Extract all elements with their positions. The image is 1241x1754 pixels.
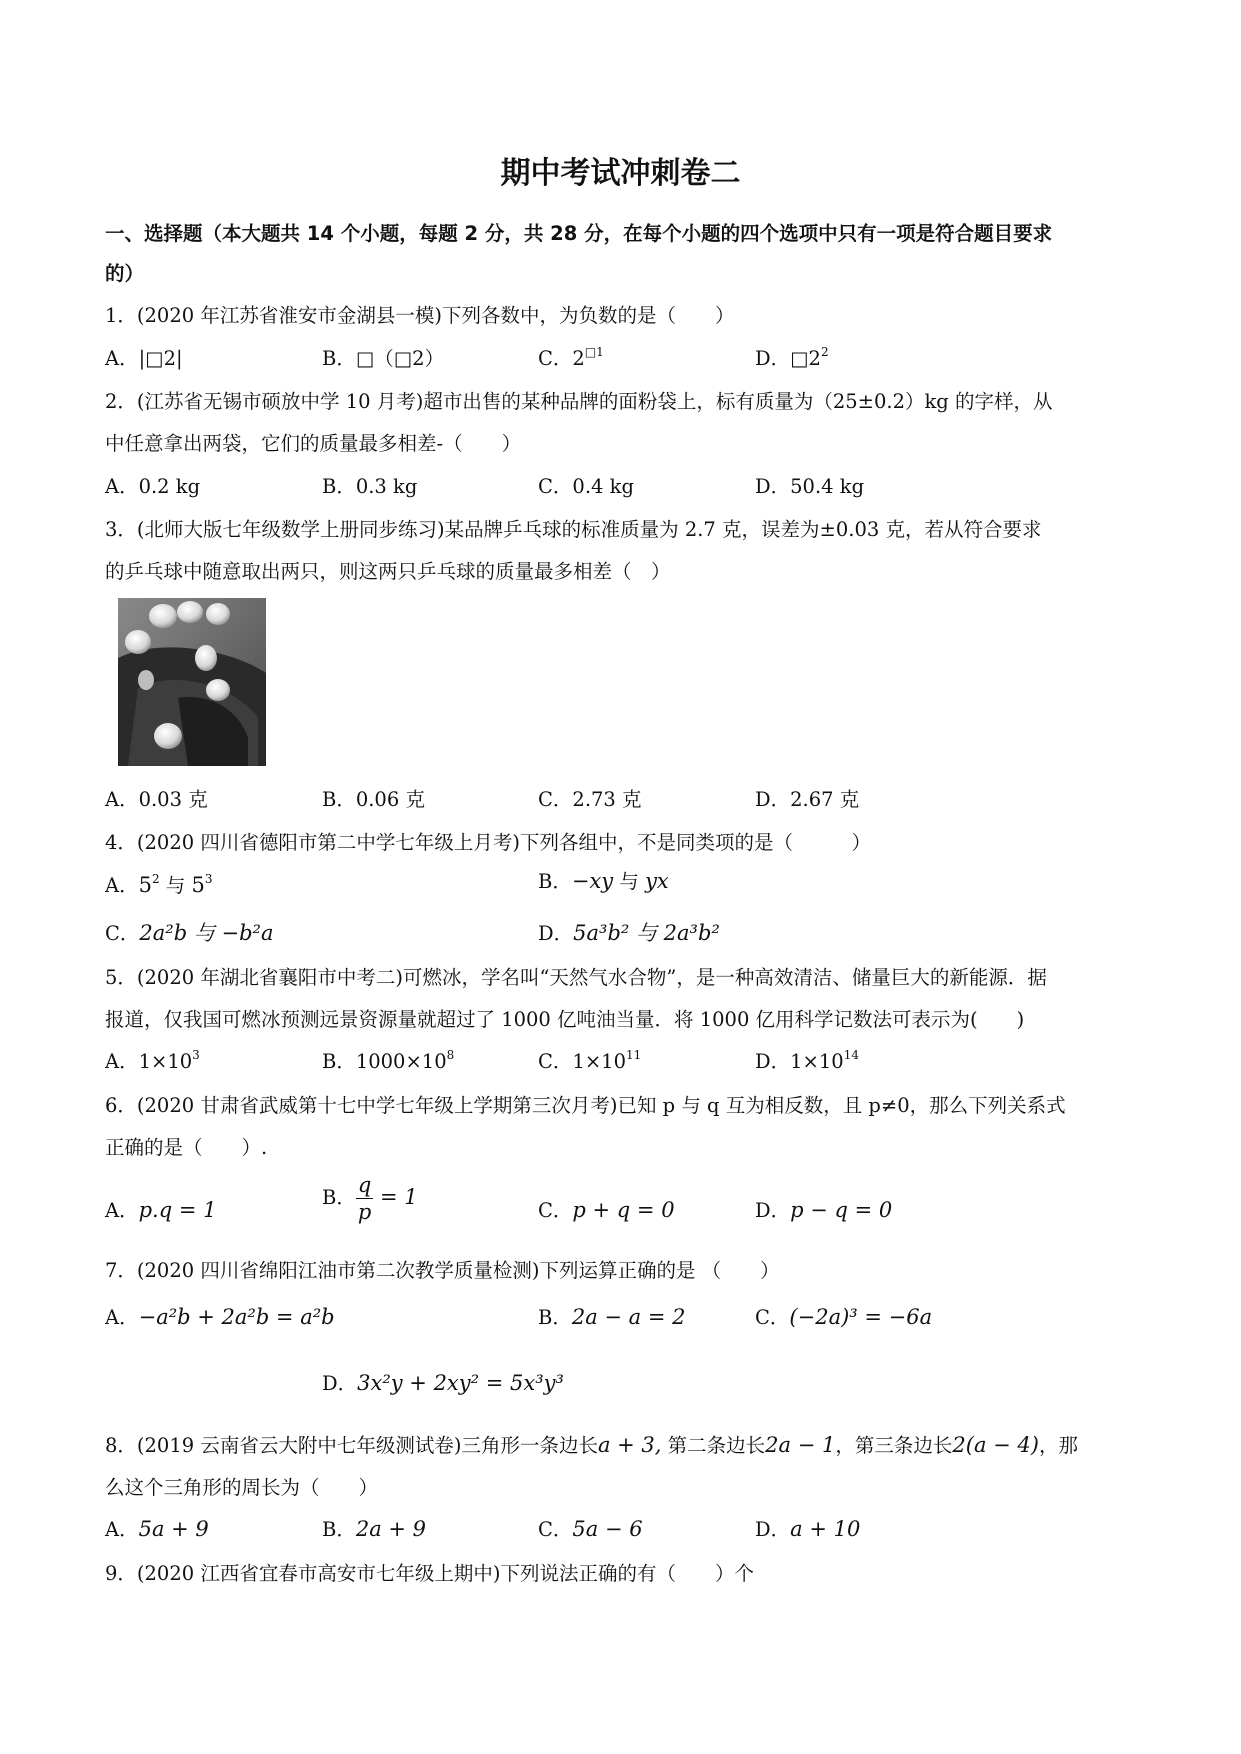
question-3-stem-cont: 的乒乓球中随意取出两只，则这两只乒乓球的质量最多相差（ ） xyxy=(105,560,671,583)
q5-option-a: A．$1\times 10^3$ xyxy=(105,1047,200,1073)
question-2-stem: 2．(江苏省无锡市硕放中学 10 月考)超市出售的某种品牌的面粉袋上，标有质量为（25±0.2）kg 的字样，从 xyxy=(105,390,1053,413)
question-1-stem: 1．(2020 年江苏省淮安市金湖县一模)下列各数中，为负数的是（ ） xyxy=(105,304,735,327)
q7-option-a: A．−a²b + 2a²b = a²b xyxy=(105,1305,335,1329)
question-3-stem: 3．(北师大版七年级数学上册同步练习)某品牌乒乓球的标准质量为 2.7 克，误差为±0.03 克，若从符合要求 xyxy=(105,518,1042,541)
section-header: 一、选择题（本大题共 14 个小题，每题 2 分，共 28 分，在每个小题的四个选项中只有一项是符合题目要求 xyxy=(105,222,1053,245)
question-5-stem: 5．(2020 年湖北省襄阳市中考二)可燃冰，学名叫“天然气水合物”，是一种高效清洁、储量巨大的新能源．据 xyxy=(105,966,1047,989)
q3-option-b: B．0.06 克 xyxy=(322,788,425,811)
question-8-stem: 8．(2019 云南省云大附中七年级测试卷)三角形一条边长a + 3, 第二条边长2a − 1，第三条边长2(a − 4)，那 xyxy=(105,1433,1078,1457)
q2-option-a: A．0.2 kg xyxy=(105,475,201,498)
q8-option-d: D．a + 10 xyxy=(755,1517,861,1541)
question-6-stem: 6．(2020 甘肃省武威第十七中学七年级上学期第三次月考)已知 p 与 q 互为相反数，且 p≠0，那么下列关系式 xyxy=(105,1094,1066,1117)
q4-option-a: A．$5^2$ 与 $5^3$ xyxy=(105,871,213,897)
question-6-stem-cont: 正确的是（ ）. xyxy=(105,1136,268,1159)
question-2-stem-cont: 中任意拿出两袋，它们的质量最多相差-（ ） xyxy=(105,432,522,455)
q1-option-a: A．|□2| xyxy=(105,347,183,370)
q2-option-c: C．0.4 kg xyxy=(538,475,634,498)
q5-option-d: D．$1\times 10^{14}$ xyxy=(755,1047,859,1073)
q3-option-a: A．0.03 克 xyxy=(105,788,208,811)
q6-option-a: A．p.q = 1 xyxy=(105,1198,217,1222)
q2-option-d: D．50.4 kg xyxy=(755,475,865,498)
question-5-stem-cont: 报道，仅我国可燃冰预测远景资源量就超过了 1000 亿吨油当量．将 1000 亿用科学记数法可表示为( ) xyxy=(105,1008,1025,1031)
q7-option-b: B．2a − a = 2 xyxy=(538,1305,686,1329)
q7-option-c: C．(−2a)³ = −6a xyxy=(755,1305,933,1329)
q3-option-d: D．2.67 克 xyxy=(755,788,860,811)
q4-option-d: D．5a³b² 与 2a³b² xyxy=(538,921,720,945)
q8-option-c: C．5a − 6 xyxy=(538,1517,643,1541)
q6-option-d: D．p − q = 0 xyxy=(755,1198,893,1222)
q2-option-b: B．0.3 kg xyxy=(322,475,418,498)
question-9-stem: 9．(2020 江西省宜春市高安市七年级上期中)下列说法正确的有（ ）个 xyxy=(105,1562,754,1585)
q1-option-b: B．□（□2） xyxy=(322,347,445,370)
section-header-cont: 的） xyxy=(105,262,145,285)
q5-option-c: C．$1\times 10^{11}$ xyxy=(538,1047,642,1073)
question-7-stem: 7．(2020 四川省绵阳江油市第二次教学质量检测)下列运算正确的是 （ ） xyxy=(105,1259,780,1282)
ping-pong-balls-photo xyxy=(118,598,266,766)
q8-option-a: A．5a + 9 xyxy=(105,1517,209,1541)
q4-option-c: C．2a²b 与 −b²a xyxy=(105,921,274,945)
q1-option-c: C．$2^{□1}$ xyxy=(538,344,604,370)
q7-option-d: D．3x²y + 2xy² = 5x³y³ xyxy=(322,1371,564,1395)
question-8-stem-cont: 么这个三角形的周长为（ ） xyxy=(105,1476,379,1499)
page-title: 期中考试冲刺卷二 xyxy=(500,156,741,191)
q5-option-b: B．$1000\times 10^8$ xyxy=(322,1047,455,1073)
question-4-stem: 4．(2020 四川省德阳市第二中学七年级上月考)下列各组中，不是同类项的是（ ） xyxy=(105,831,871,854)
q6-option-b: B． $\frac{q}{p}$ = 1 xyxy=(322,1173,418,1224)
q6-option-c: C．p + q = 0 xyxy=(538,1198,675,1222)
q4-option-b: B．−xy 与 yx xyxy=(538,869,669,893)
q1-option-d: D．$□2^2$ xyxy=(755,344,829,370)
q3-option-c: C．2.73 克 xyxy=(538,788,642,811)
q8-option-b: B．2a + 9 xyxy=(322,1517,427,1541)
